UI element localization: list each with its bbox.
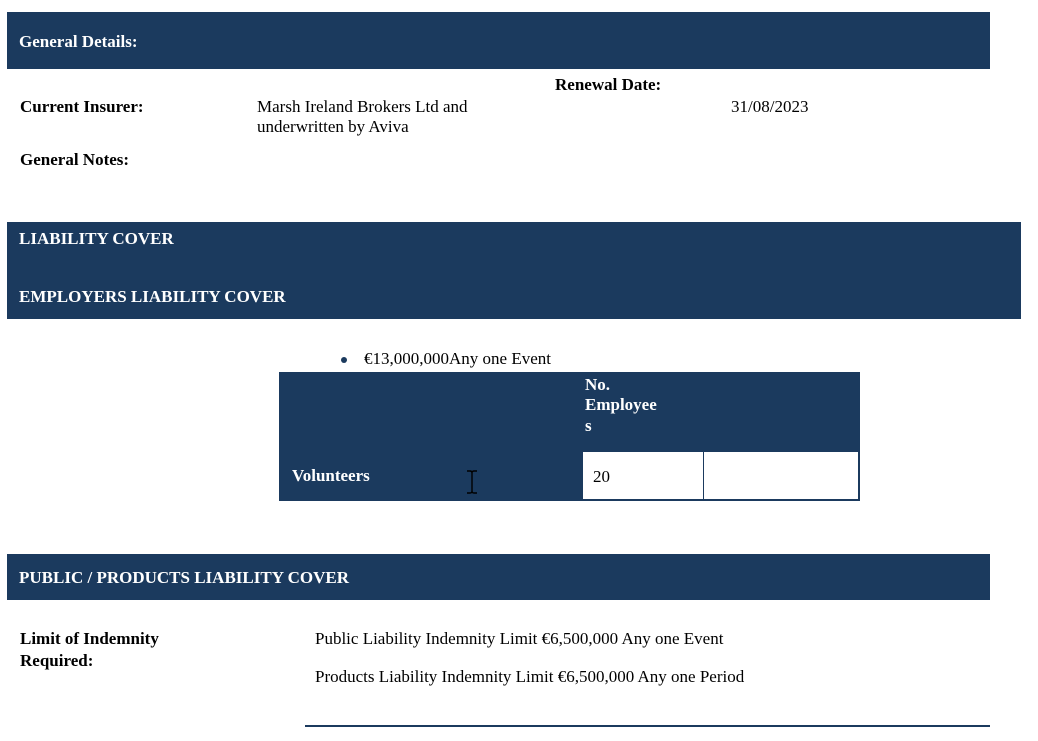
general-details-band	[7, 12, 990, 69]
volunteers-count-cell[interactable]	[582, 451, 704, 500]
employees-table	[279, 372, 860, 501]
header-no: No.	[585, 375, 611, 394]
public-liability-line: Public Liability Indemnity Limit €6,500,000 Any one Event	[315, 629, 724, 648]
volunteers-label: Volunteers	[292, 466, 370, 485]
bottom-divider	[305, 725, 990, 727]
bullet-icon	[341, 357, 347, 363]
current-insurer-label: Current Insurer:	[20, 97, 144, 116]
table-header-row	[280, 373, 859, 451]
general-details-heading: General Details:	[19, 32, 138, 51]
general-notes-label: General Notes:	[20, 150, 130, 169]
products-liability-line: Products Liability Indemnity Limit €6,500,000 Any one Period	[315, 667, 745, 686]
header-s: s	[585, 416, 592, 435]
header-employee: Employee	[585, 395, 657, 414]
employers-liability-heading: EMPLOYERS LIABILITY COVER	[19, 287, 286, 306]
insurer-line-2: underwritten by Aviva	[257, 117, 409, 136]
renewal-date-value: 31/08/2023	[731, 97, 809, 116]
volunteers-extra-cell[interactable]	[703, 451, 859, 500]
renewal-date-label: Renewal Date:	[555, 75, 662, 94]
volunteers-count: 20	[593, 467, 610, 486]
text-cursor-icon	[465, 470, 479, 494]
liability-cover-band	[7, 222, 1021, 319]
row-label-cell	[280, 451, 582, 500]
limit-label-line-2: Required:	[20, 651, 94, 670]
public-products-band	[7, 554, 990, 600]
public-products-heading: PUBLIC / PRODUCTS LIABILITY COVER	[19, 568, 349, 587]
liability-cover-heading: LIABILITY COVER	[19, 229, 174, 248]
limit-label-line-1: Limit of Indemnity	[20, 629, 159, 648]
insurer-line-1: Marsh Ireland Brokers Ltd and	[257, 97, 468, 116]
employers-limit-bullet: €13,000,000Any one Event	[364, 349, 551, 368]
